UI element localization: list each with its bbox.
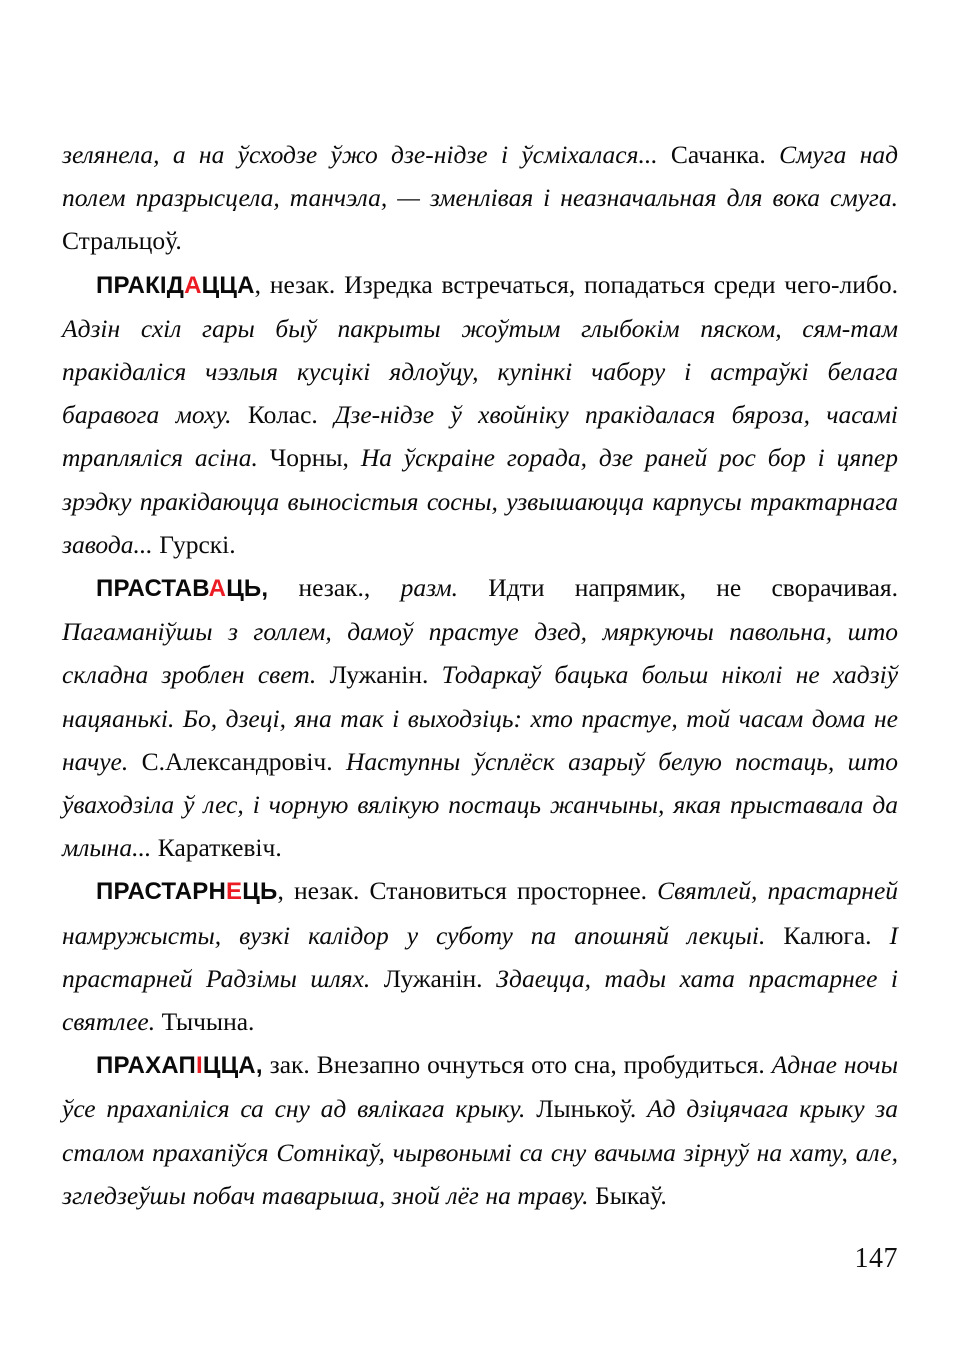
citation-text: Адзін схіл гары быў пакрыты жоўтым глыбокім пяском, сям-там пракідаліся чэзлыя кусцікі ядлоўцу, купінкі чабору і астраўкі белага баравога моху. [62, 313, 898, 430]
citation-source: Лынькоў. [536, 1094, 637, 1124]
citation-text: Здаецца, тады хата прастарнее і святлее. [62, 963, 898, 1037]
citation-source: Караткевіч. [157, 833, 282, 863]
headword [96, 878, 277, 905]
gloss-text: Изредка встречаться, попадаться среди чего-либо. [344, 269, 898, 299]
dictionary-entry [62, 566, 898, 869]
stressed-vowel: А [184, 271, 202, 299]
page-number: 147 [854, 1243, 898, 1274]
stressed-vowel: Е [226, 878, 243, 906]
dictionary-entry [62, 263, 898, 566]
stressed-vowel: І [195, 1052, 203, 1080]
citation-text: Ад дзіцячага крыку за сталом прахапіўся Сотнікаў, чырвонымі са сну вачыма зірнуў на хату, але, згледзеўшы побач таварыша, зной лёг на траву. [62, 1094, 898, 1210]
dictionary-entry [62, 869, 898, 1043]
headword-punctuation: , [277, 876, 284, 906]
citation-source: С.Александровіч. [141, 746, 333, 776]
gloss-text: Идти напрямик, не сворачивая. [488, 573, 899, 603]
headword [96, 272, 255, 299]
gloss-text: Внезапно очнуться ото сна, пробудиться. [316, 1050, 765, 1080]
citation-text: Тодаркаў бацька больш ніколі не хадзіў нацяанькі. Бо, дзеці, яна так і выходзіць: хто прастуе, той часам дома не начуе. [62, 660, 899, 776]
headword [96, 1052, 263, 1079]
citation-source: Сачанка. [670, 140, 766, 169]
headword-punctuation: , [255, 1052, 263, 1080]
headword-punctuation: , [254, 269, 262, 299]
citation-text: Наступны ўсплёск азарыў белую постаць, што ўваходзіла ў лес, і чорную вялікую постаць жанчыны, якая прыставала да млына... [62, 746, 898, 863]
gloss-text: Становиться просторнее. [369, 876, 648, 906]
citation-source: Колас. [247, 400, 318, 430]
grammar-label: незак. [269, 269, 336, 299]
headword-part: ЦЦА [202, 1052, 256, 1080]
headword-part: ПРАХАП [96, 1052, 196, 1080]
headword-part: ЦЦА [201, 271, 255, 299]
citation-text: Аднае ночы ўсе прахапіліся са сну ад вялікага крыку. [62, 1050, 898, 1124]
citation-text: І прастарней Радзімы шлях. [62, 920, 898, 993]
citation-source: Стральцоў. [62, 226, 182, 256]
citation-source: Чорны, [269, 443, 349, 473]
citation-text: Дзе-нідзе ў хвойніку пракідалася бяроза, часамі трапляліся асіна. [62, 400, 898, 473]
headword-part: ПРАСТАРН [96, 878, 227, 906]
continued-entry-paragraph [62, 133, 898, 263]
citation-text: На ўскраіне горада, дзе раней рос бор і цяпер зрэдку пракідаюцца выносістыя сосны, узвышаюцца карпусы трактарнага завода... [62, 443, 898, 559]
citation-text: Святлей, прастарней намружысты, вузкі калідор у суботу па апошняй лекцыі. [62, 876, 899, 950]
citation-source: Лужанін. [383, 963, 483, 993]
page-text-block [62, 133, 898, 1253]
citation-source: Гурскі. [159, 529, 236, 559]
citation-text: Пагаманіўшы з голлем, дамоў прастуе дзед, мяркуючы павольна, што складна зроблен свет. [62, 617, 898, 690]
headword [96, 575, 268, 602]
style-label: разм. [400, 573, 459, 603]
stressed-vowel: А [208, 575, 227, 603]
citation-text: Смуга над полем празрысцела, танчэла, — зменлівая і неазначальная для вока смуга. [62, 140, 898, 213]
headword-part: ЦЬ [242, 878, 278, 906]
grammar-label: незак. [293, 876, 360, 906]
citation-source: Быкаў. [595, 1180, 667, 1210]
citation-text: зелянела, а на ўсходзе ўжо дзе-нідзе і ўсміхалася... [62, 140, 658, 169]
dictionary-entry [62, 1043, 898, 1217]
citation-source: Тычына. [161, 1007, 255, 1037]
headword-part: ПРАКІД [96, 271, 185, 299]
citation-source: Лужанін. [329, 660, 429, 690]
headword-punctuation: , [261, 575, 269, 603]
headword-part: ПРАСТАВ [96, 575, 209, 603]
headword-part: ЦЬ [226, 575, 262, 603]
citation-source: Калюга. [783, 920, 872, 950]
grammar-label: незак., [298, 573, 371, 603]
grammar-label: зак. [269, 1050, 310, 1080]
